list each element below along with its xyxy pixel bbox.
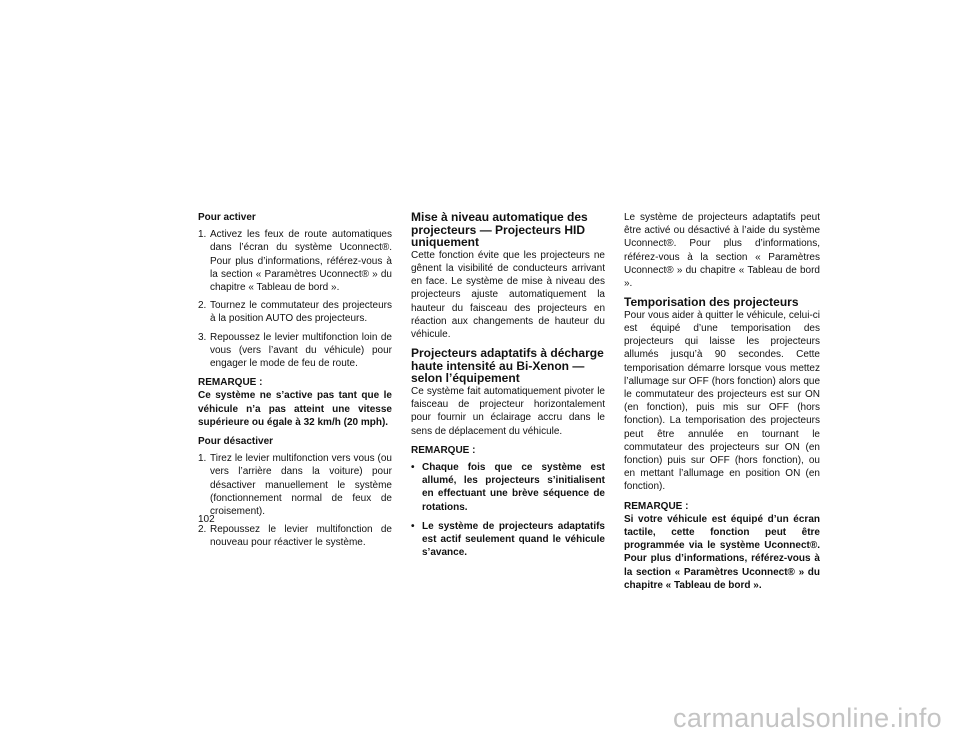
remark-text: Si votre véhicule est équipé d’un écran tactile, cette fonction peut être programmée via le système Uconnect®. Pour plus d’informations, référez-vous à la section « Paramètres Uconnect® » du chapitre « Tableau de bord ».: [624, 513, 820, 591]
section-title-adaptive: Projecteurs adaptatifs à décharge haute intensité au Bi-Xenon — selon l’équipement: [411, 346, 604, 386]
list-item: [198, 523, 392, 549]
deactivate-steps: [198, 452, 392, 549]
step-text: Repoussez le levier multifonction loin de vous (vers l’avant du véhicule) pour engager le mode de feu de route.: [210, 331, 392, 370]
deactivate-heading: Pour désactiver: [198, 436, 274, 448]
bullet-text: Chaque fois que ce système est allumé, les projecteurs s’initialisent en effectuant une brève séquence de rotations.: [422, 462, 605, 513]
step-number: 1.: [198, 229, 207, 241]
column-left: [198, 211, 392, 555]
list-item: [198, 331, 392, 371]
remark-label: REMARQUE :: [198, 377, 263, 389]
step-number: 2.: [198, 524, 207, 536]
bullet-icon: •: [411, 520, 415, 532]
remark-label: REMARQUE :: [624, 500, 689, 512]
activate-steps: [198, 228, 392, 370]
column-middle: [411, 211, 605, 565]
section-body-leveling: Cette fonction évite que les projecteurs ne gênent la visibilité de conducteurs arrivant en face. Le système de mise à niveau des projecteurs ajuste automatiquement la hauteur du faisceau des projecteurs en réaction aux changements de hauteur du véhicule.: [411, 249, 605, 340]
step-text: Activez les feux de route automatiques dans l’écran du système Uconnect®. Pour plus d’informations, référez-vous à la section « Paramètres Uconnect® » du chapitre « Tableau de bord ».: [210, 229, 392, 294]
list-item: [198, 452, 392, 518]
watermark: carmanualsonline.info: [673, 703, 942, 733]
step-number: 3.: [198, 331, 207, 343]
remark-label: REMARQUE :: [411, 444, 476, 456]
step-text: Repoussez le levier multifonction de nouveau pour réactiver le système.: [210, 524, 392, 549]
page-number: 102: [198, 514, 215, 525]
step-text: Tirez le levier multifonction vers vous (ou vers l’arrière dans la voiture) pour désactiver manuellement le système (fonctionnement normal de feux de croisement).: [210, 453, 392, 518]
adaptive-intro: Le système de projecteurs adaptatifs peut être activé ou désactivé à l’aide du système Uconnect®. Pour plus d’informations, référez-vous à la section « Paramètres Uconnect® » du chapitre « Tableau de bord ».: [624, 212, 820, 290]
bullet-icon: •: [411, 462, 415, 473]
remark-text: Ce système ne s’active pas tant que le véhicule n’a pas atteint une vitesse supérieure ou égale à 32 km/h (20 mph).: [198, 390, 392, 428]
section-body-delay: Pour vous aider à quitter le véhicule, celui-ci est équipé d’une temporisation des projecteurs qui laisse les projecteurs allumés jusqu’à 90 secondes. Cette temporisation démarre lorsque vous mettez l’allumage sur OFF (hors fonction) alors que le commutateur des projecteurs est sur ON (en fonction), puis mis sur OFF (hors fonction). La temporisation des projecteurs peut être annulée en tournant le commutateur des projecteurs sur ON (en fonction) puis sur OFF (hors fonction), ou en mettant l’allumage en position ON (en fonction).: [624, 309, 820, 493]
step-text: Tournez le commutateur des projecteurs à la position AUTO des projecteurs.: [210, 300, 392, 325]
bullet-text: Le système de projecteurs adaptatifs est actif seulement quand le véhicule s’avance.: [422, 520, 605, 559]
section-title-leveling: Mise à niveau automatique des projecteurs — Projecteurs HID uniquement: [411, 210, 588, 250]
step-number: 2.: [198, 300, 207, 312]
activate-heading: Pour activer: [198, 212, 256, 223]
list-item: [198, 299, 392, 325]
list-item: [411, 461, 605, 514]
list-item: [198, 228, 392, 294]
step-number: 1.: [198, 453, 207, 465]
column-right: [624, 211, 820, 592]
remark-bullets: [411, 461, 605, 559]
section-body-adaptive: Ce système fait automatiquement pivoter le faisceau de projecteur horizontalement pour fournir un éclairage accru dans le sens de déplacement du véhicule.: [411, 385, 605, 437]
section-title-delay: Temporisation des projecteurs: [624, 295, 799, 310]
list-item: [411, 520, 605, 560]
